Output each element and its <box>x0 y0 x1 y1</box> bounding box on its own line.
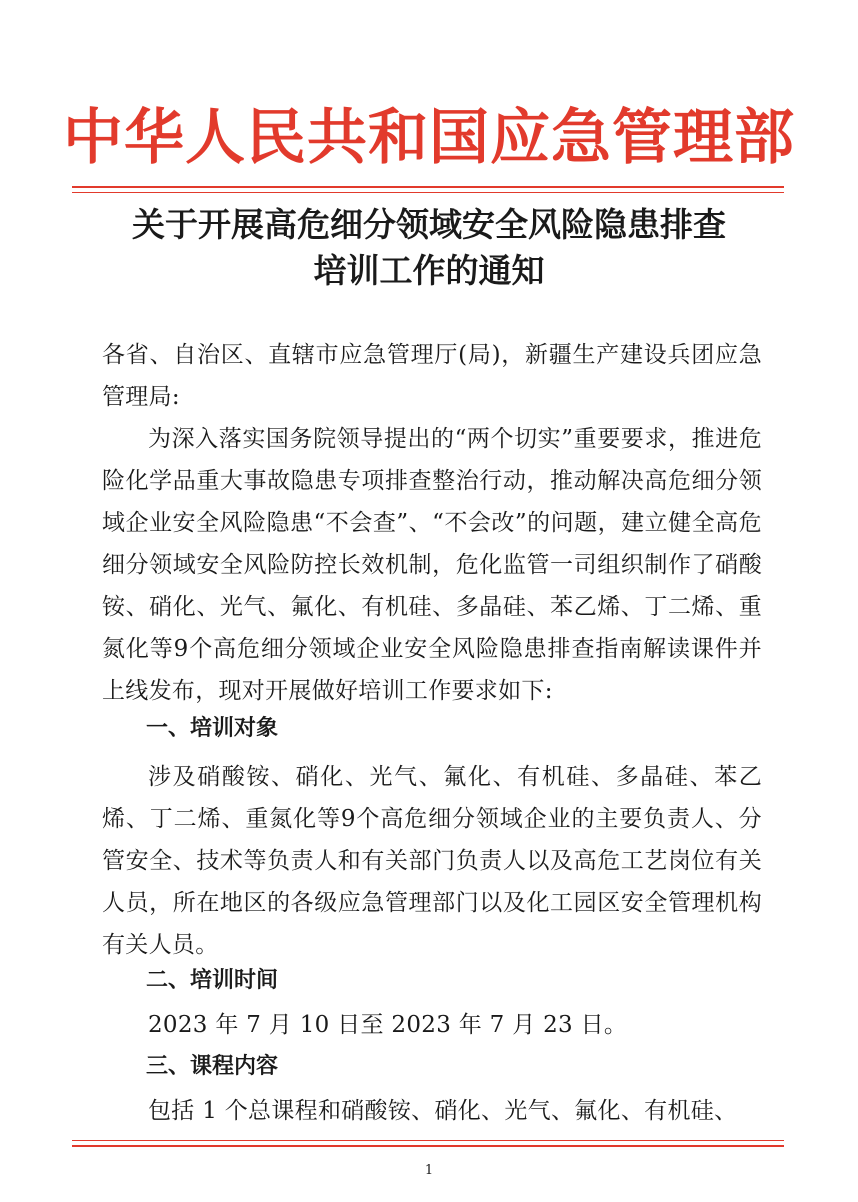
footer-divider-thin <box>72 1140 784 1141</box>
section-text-course-content: 包括 1 个总课程和硝酸铵、硝化、光气、氟化、有机硅、 <box>148 1098 738 1124</box>
header-divider-thin <box>72 192 784 193</box>
section-text-training-time: 2023 年 7 月 10 日至 2023 年 7 月 23 日。 <box>148 1012 628 1038</box>
intro-paragraph: 为深入落实国务院领导提出的“两个切实”重要要求，推进危险化学品重大事故隐患专项排查整治行动，推动解决高危细分领域企业安全风险隐患“不会查”、“不会改”的问题，建立健全高危细分领域安全风险防控长效机制，危化监管一司组织制作了硝酸铵、硝化、光气、氟化、有机硅、多晶硅、苯乙烯、丁二烯、重氮化等9个高危细分领域企业安全风险隐患排查指南解读课件并上线发布，现对开展做好培训工作要求如下: <box>102 426 762 704</box>
footer-divider-thick <box>72 1145 784 1147</box>
page-number: 1 <box>424 1163 434 1178</box>
section-text-training-audience: 涉及硝酸铵、硝化、光气、氟化、有机硅、多晶硅、苯乙烯、丁二烯、重氮化等9个高危细分领域企业的主要负责人、分管安全、技术等负责人和有关部门负责人以及高危工艺岗位有关人员，所在地区的各级应急管理部门以及化工园区安全管理机构有关人员。 <box>102 764 762 958</box>
header-divider-thick <box>72 186 784 188</box>
section-heading-training-time: 二、培训时间 <box>146 968 279 993</box>
issuing-organization: 中华人民共和国应急管理部 <box>63 103 795 173</box>
section-heading-course-content: 三、课程内容 <box>146 1054 279 1079</box>
document-title-line-1: 关于开展高危细分领域安全风险隐患排查 <box>132 205 726 244</box>
addressee: 各省、自治区、直辖市应急管理厅(局)，新疆生产建设兵团应急管理局: <box>102 342 762 410</box>
document-title-line-2: 培训工作的通知 <box>313 251 545 290</box>
section-heading-training-audience: 一、培训对象 <box>146 716 279 741</box>
